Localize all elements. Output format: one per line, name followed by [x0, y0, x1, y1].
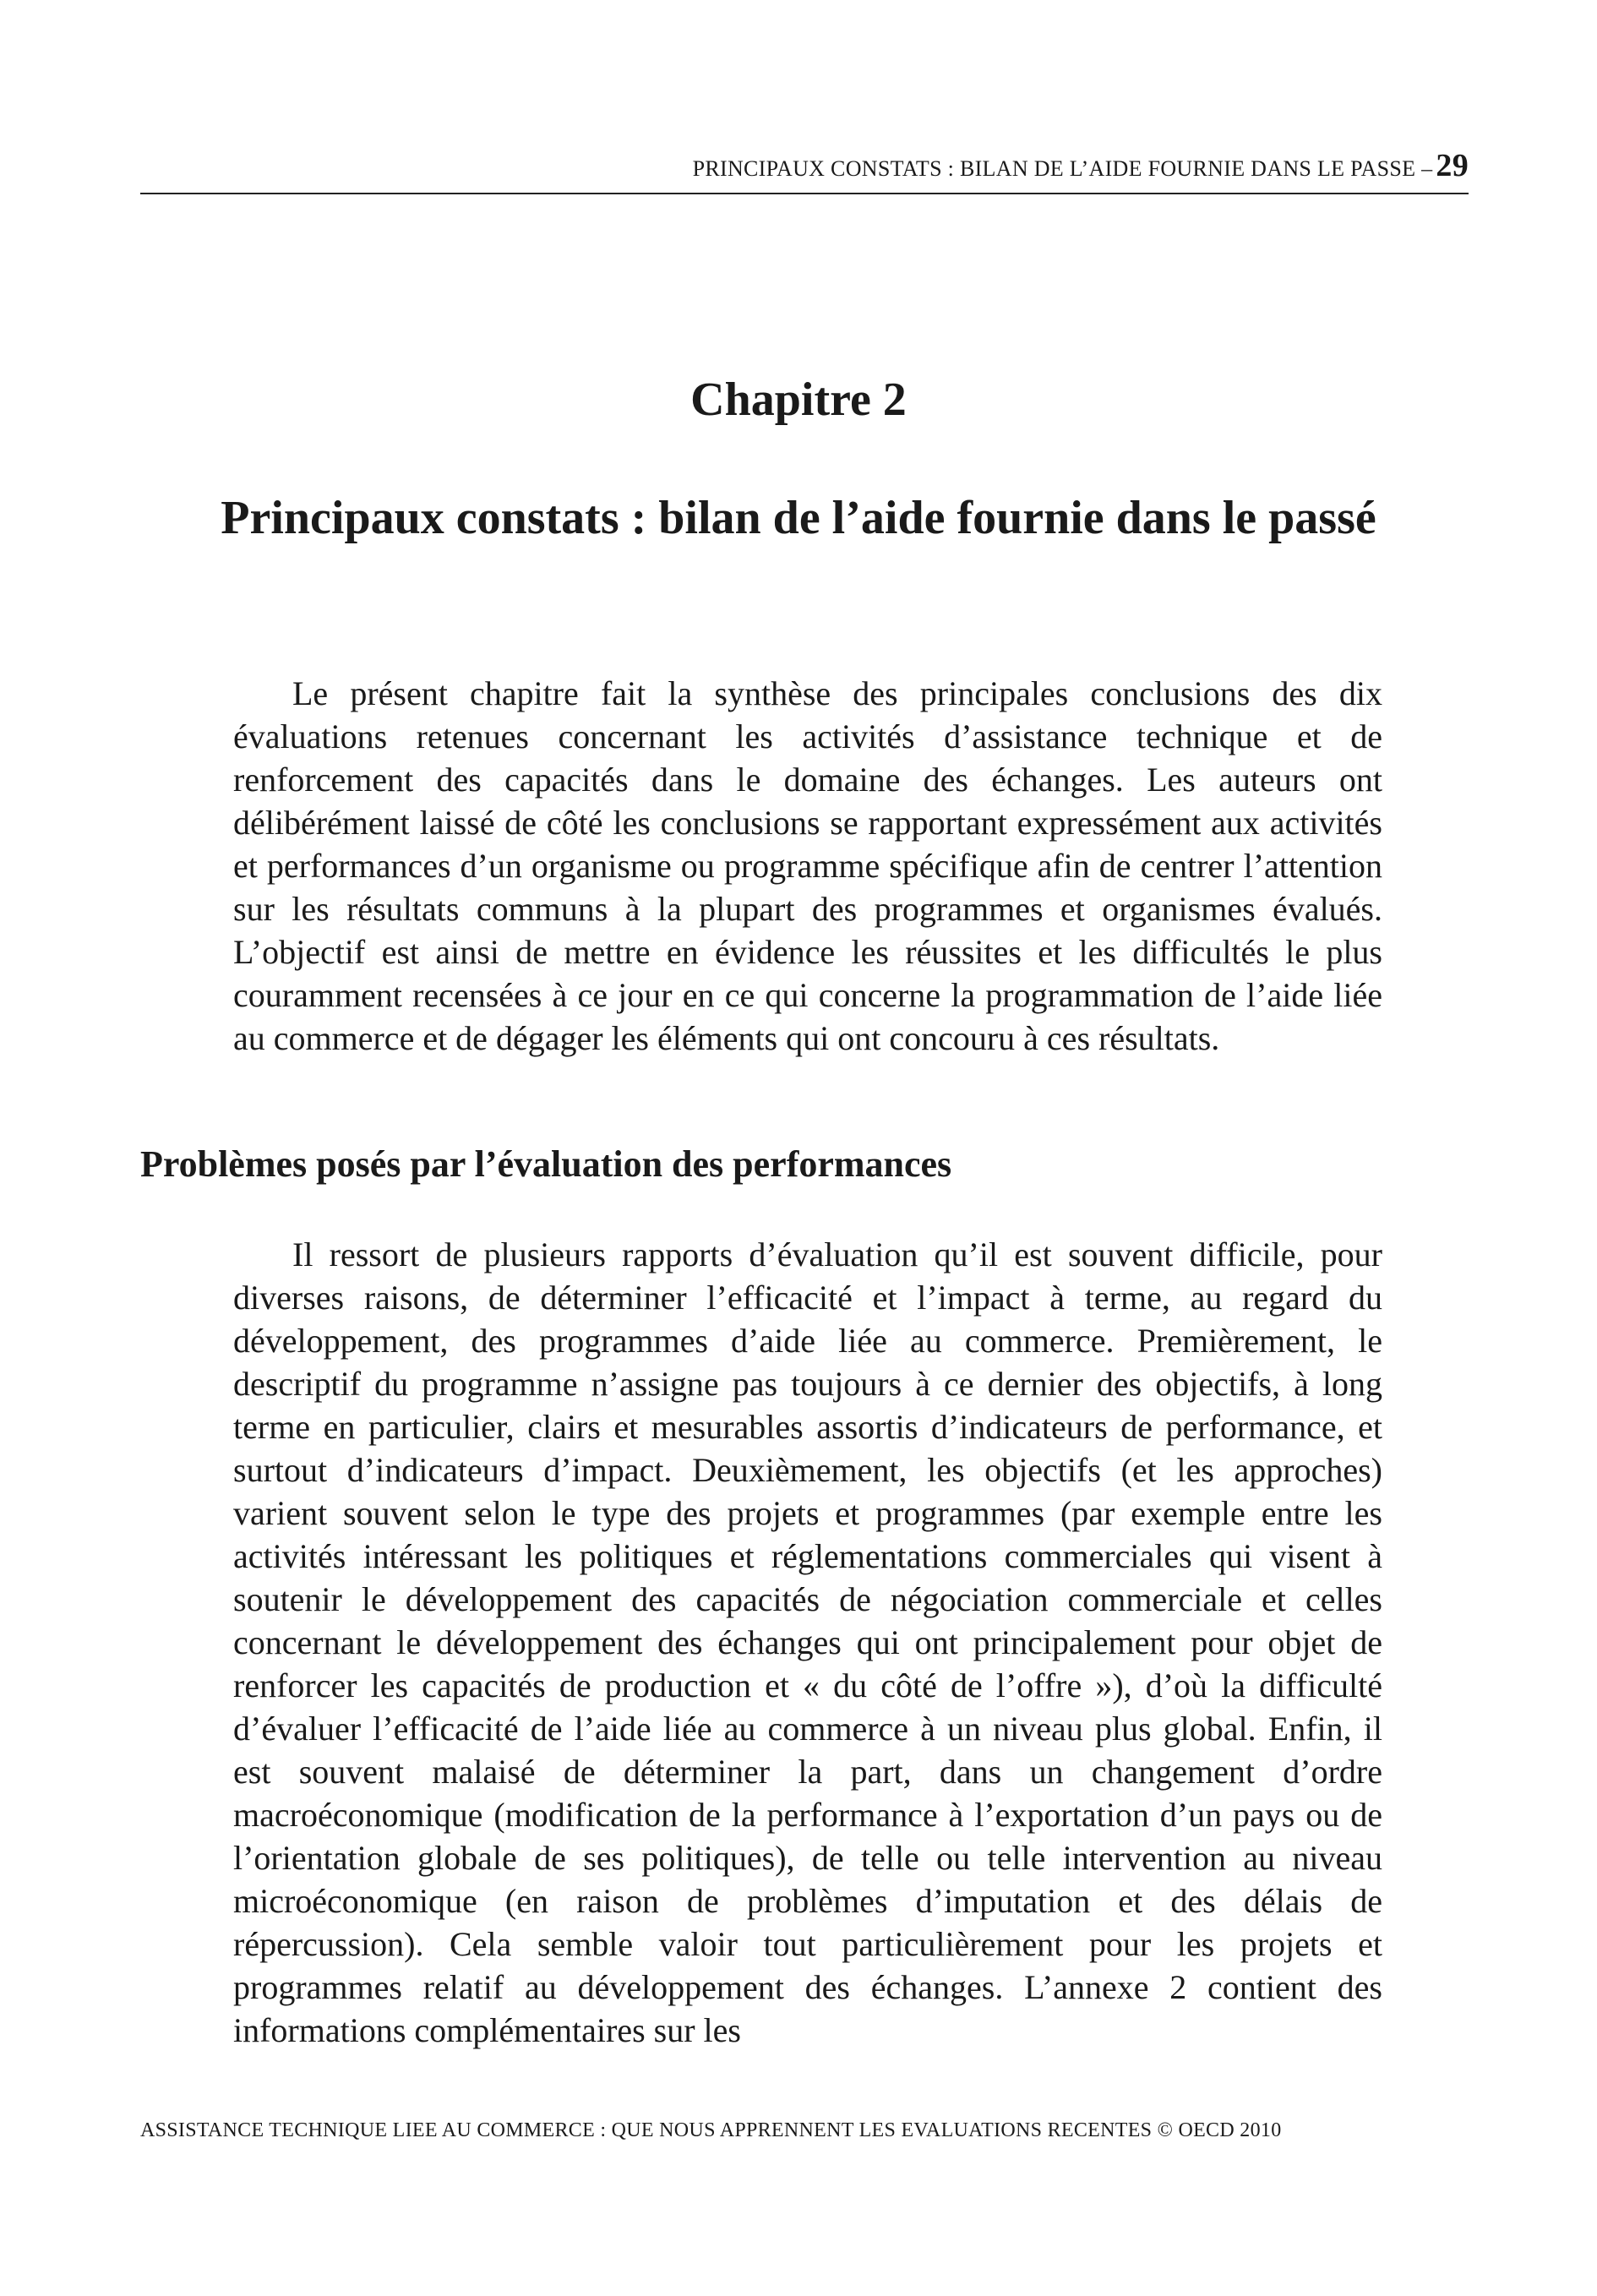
chapter-abstract: Le présent chapitre fait la synthèse des principales conclusions des dix évaluations retenues concernant les activités d’assistance technique et de renforcement des capacités dans le domaine des échanges. Les auteurs ont délibérément laissé de côté les conclusions se rapportant expressément aux activités et performances d’un organisme ou programme spécifique afin de centrer l’attention sur les résultats communs à la plupart des programmes et organismes évalués. L’objectif est ainsi de mettre en évidence les réussites et les difficultés le plus couramment recensées à ce jour en ce qui concerne la programmation de l’aide liée au commerce et de dégager les éléments qui ont concouru à ces résultats. — [233, 674, 1382, 1057]
running-header-text — [693, 147, 1469, 184]
chapter-title: Principaux constats : bilan de l’aide fournie dans le passé — [221, 492, 1376, 544]
page-number: 29 — [1436, 148, 1469, 183]
running-header — [140, 142, 1469, 194]
chapter-label: Chapitre 2 — [690, 374, 907, 426]
page-footer: ASSISTANCE TECHNIQUE LIEE AU COMMERCE : QUE NOUS APPRENNENT LES EVALUATIONS RECENTES © OECD 2010 — [140, 2119, 1282, 2141]
running-title: PRINCIPAUX CONSTATS : BILAN DE L’AIDE FOURNIE DANS LE PASSE – — [692, 156, 1433, 181]
section-paragraph: Il ressort de plusieurs rapports d’évaluation qu’il est souvent difficile, pour diverses raisons, de déterminer l’efficacité et l’impact à terme, au regard du développement, des programmes d’aide liée au commerce. Premièrement, le descriptif du programme n’assigne pas toujours à ce dernier des objectifs, à long terme en particulier, clairs et mesurables assortis d’indicateurs de performance, et surtout d’indicateurs d’impact. Deuxièmement, les objectifs (et les approches) varient souvent selon le type des projets et programmes (par exemple entre les activités intéressant les politiques et réglementations commerciales qui visent à soutenir le développement des capacités de négociation commerciale et celles concernant le développement des échanges qui ont principalement pour objet de renforcer les capacités de production et « du côté de l’offre »), d’où la difficulté d’évaluer l’efficacité de l’aide liée au commerce à un niveau plus global. Enfin, il est souvent malaisé de déterminer la part, dans un changement d’ordre macroéconomique (modification de la performance à l’exportation d’un pays ou de l’orientation globale de ses politiques), de telle ou telle intervention au niveau microéconomique (en raison de problèmes d’imputation et des délais de répercussion). Cela semble valoir tout particulièrement pour les projets et programmes relatif au développement des échanges. L’annexe 2 contient des informations complémentaires sur les — [233, 1235, 1382, 2049]
section-heading: Problèmes posés par l’évaluation des performances — [140, 1143, 952, 1185]
